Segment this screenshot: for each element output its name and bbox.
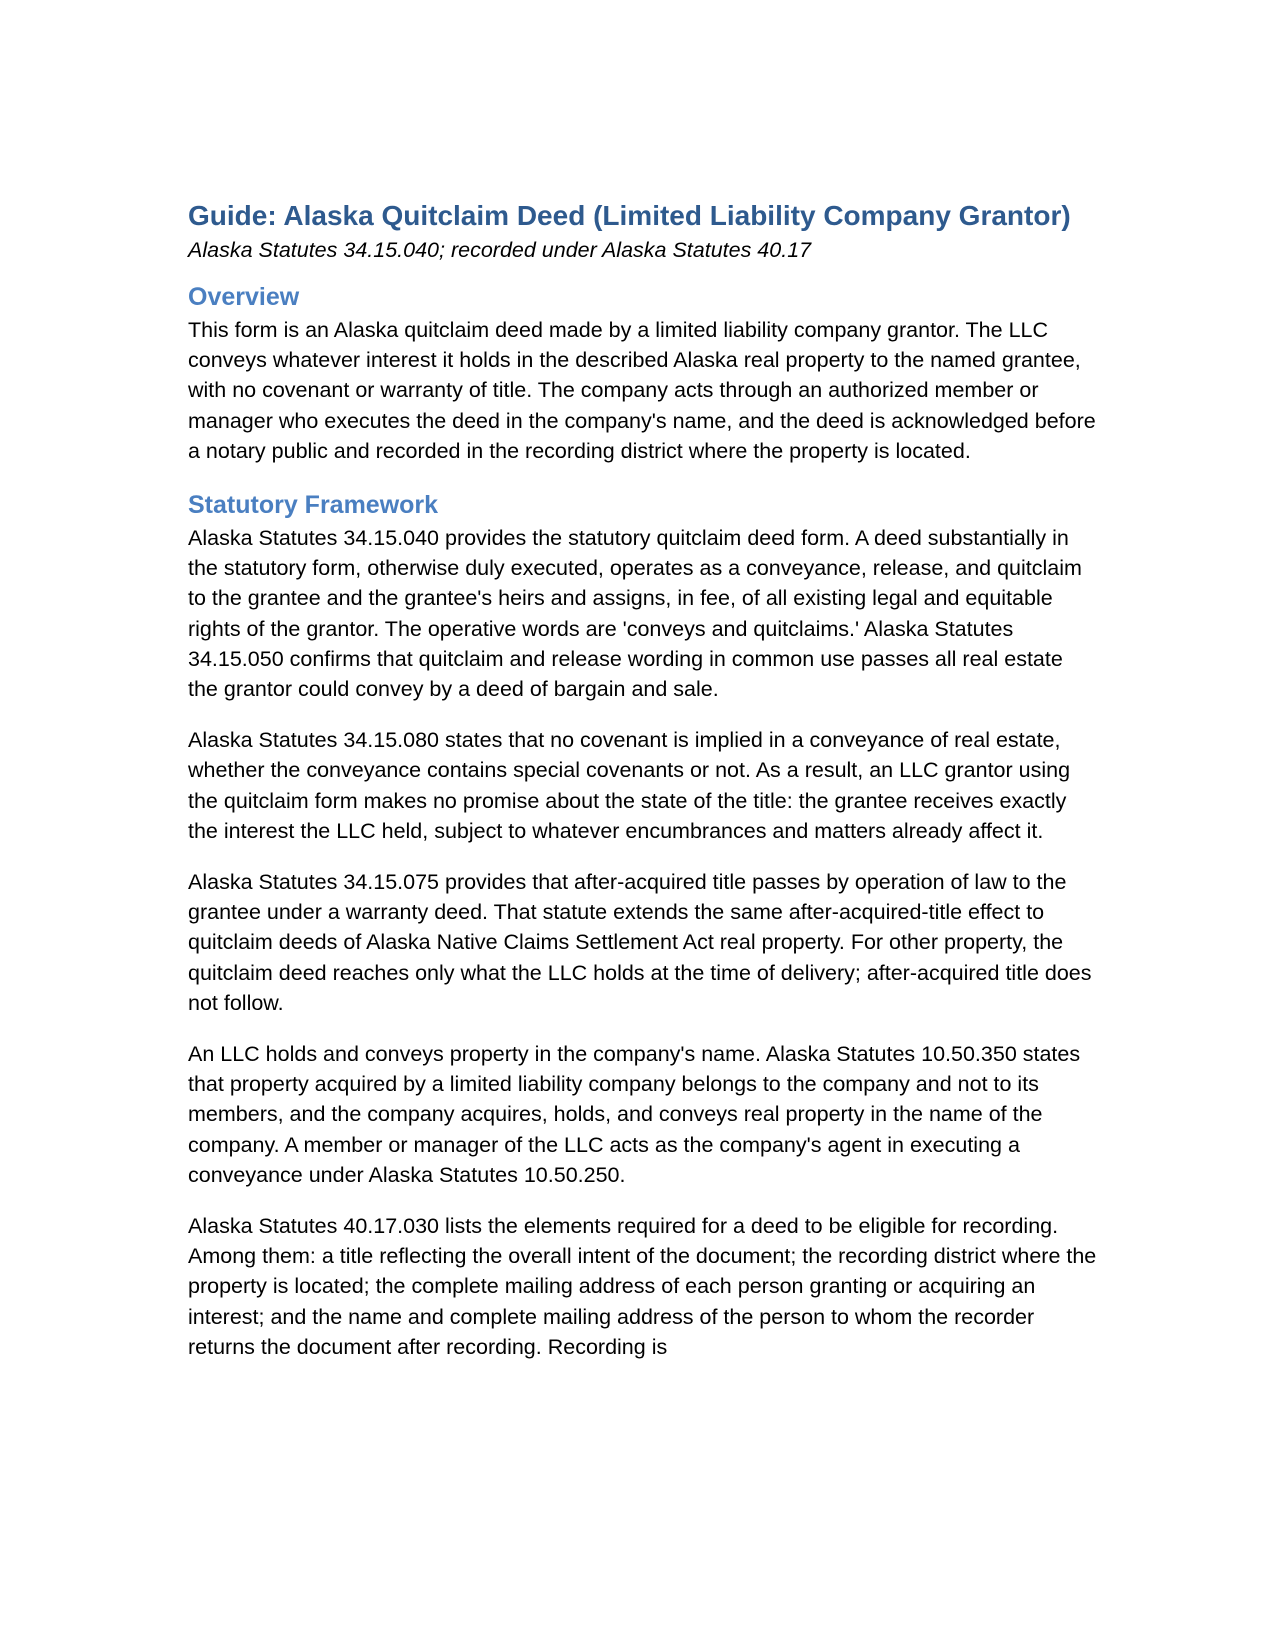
paragraph: Alaska Statutes 40.17.030 lists the elements required for a deed to be eligible for recording. Among them: a title reflecting the overall intent of the document; the recording district where the property is located; the complete mailing address of each person granting or acquiring an interest; and the name and complete mailing address of the person to whom the recorder returns the document after recording. Recording is	[188, 1214, 1097, 1359]
document-title: Guide: Alaska Quitclaim Deed (Limited Liability Company Grantor)	[188, 200, 1071, 231]
paragraph: This form is an Alaska quitclaim deed made by a limited liability company grantor. The LLC conveys whatever interest it holds in the described Alaska real property to the named grantee, with no covenant or warranty of title. The company acts through an authorized member or manager who executes the deed in the company's name, and the deed is acknowledged before a notary public and recorded in the recording district where the property is located.	[188, 318, 1096, 463]
section-heading: Statutory Framework	[188, 491, 439, 520]
paragraph: Alaska Statutes 34.15.080 states that no covenant is implied in a conveyance of real estate, whether the conveyance contains special covenants or not. As a result, an LLC grantor using the quitclaim form makes no promise about the state of the title: the grantee receives exactly the interest the LLC held, subject to whatever encumbrances and matters already affect it.	[188, 728, 1071, 843]
document-page	[188, 196, 1098, 1383]
paragraph: Alaska Statutes 34.15.075 provides that after-acquired title passes by operation of law to the grantee under a warranty deed. That statute extends the same after-acquired-title effect to quitclaim deeds of Alaska Native Claims Settlement Act real property. For other property, the quitclaim deed reaches only what the LLC holds at the time of delivery; after-acquired title does not follow.	[188, 870, 1092, 1015]
section-heading: Overview	[188, 283, 300, 311]
section-overview	[188, 279, 1098, 466]
section-statutory-framework	[188, 487, 1098, 1362]
paragraph: Alaska Statutes 34.15.040 provides the statutory quitclaim deed form. A deed substantially in the statutory form, otherwise duly executed, operates as a conveyance, release, and quitclaim to the grantee and the grantee's heirs and assigns, in fee, of all existing legal and equitable rights of the grantor. The operative words are 'conveys and quitclaims.' Alaska Statutes 34.15.050 confirms that quitclaim and release wording in common use passes all real estate the grantor could convey by a deed of bargain and sale.	[188, 526, 1082, 702]
document-subtitle: Alaska Statutes 34.15.040; recorded under Alaska Statutes 40.17	[188, 238, 812, 262]
paragraph: An LLC holds and conveys property in the company's name. Alaska Statutes 10.50.350 states that property acquired by a limited liability company belongs to the company and not to its members, and the company acquires, holds, and conveys real property in the name of the company. A member or manager of the LLC acts as the company's agent in executing a conveyance under Alaska Statutes 10.50.250.	[188, 1042, 1081, 1187]
